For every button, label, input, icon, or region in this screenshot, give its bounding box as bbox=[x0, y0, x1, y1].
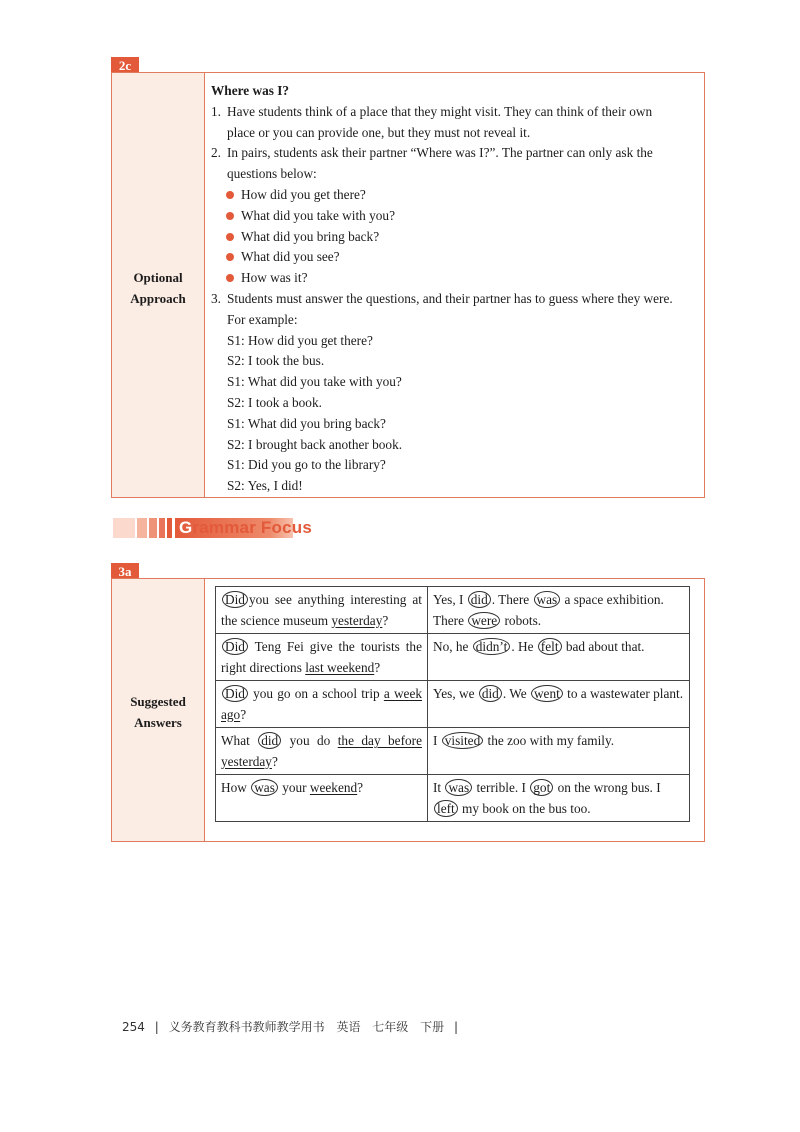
grammar-focus-banner bbox=[113, 516, 343, 540]
time-expression: a week ago bbox=[221, 686, 422, 722]
volume: 下册 bbox=[420, 1020, 445, 1034]
answer-cell: No, he didn’t . He felt bad about that. bbox=[428, 634, 690, 681]
step-number: 1. bbox=[211, 103, 221, 119]
circled-word: felt bbox=[538, 638, 562, 655]
side-column bbox=[112, 579, 205, 841]
dialogue-line: S2: I took a book. bbox=[227, 394, 322, 410]
book-title: 义务教育教科书教师教学用书 bbox=[168, 1020, 325, 1034]
banner-stripe bbox=[113, 518, 135, 538]
circled-word: Did bbox=[222, 638, 248, 655]
banner-stripe bbox=[159, 518, 165, 538]
answer-cell: Yes, I did . There was a space exhibition. There were robots. bbox=[428, 587, 690, 634]
grammar-table bbox=[215, 586, 690, 822]
footer-separator: | bbox=[453, 1020, 459, 1034]
dialogue-line: S2: I brought back another book. bbox=[227, 436, 403, 452]
circled-word: went bbox=[531, 685, 563, 702]
question-cell: Did you go on a school trip a week ago? bbox=[216, 681, 428, 728]
bullet-dot-icon bbox=[226, 233, 234, 241]
circled-word: was bbox=[445, 779, 472, 796]
circled-word: Did bbox=[222, 591, 248, 608]
bullet-dot-icon bbox=[226, 191, 234, 199]
section-tag-2c: 2c bbox=[111, 57, 139, 75]
circled-word: was bbox=[251, 779, 278, 796]
side-label-approach: Approach bbox=[130, 291, 186, 306]
bullet-item: What did you see? bbox=[211, 247, 696, 268]
approach-content bbox=[211, 81, 696, 497]
dialogue-line: S1: What did you take with you? bbox=[227, 374, 402, 390]
table-row bbox=[216, 775, 690, 822]
step-text: Students must answer the questions, and their partner has to guess where they were. bbox=[227, 290, 673, 306]
optional-approach-box bbox=[111, 72, 705, 498]
banner-stripe bbox=[137, 518, 147, 538]
step-text: Have students think of a place that they might visit. They can think of their own bbox=[227, 103, 653, 119]
circled-word: got bbox=[530, 779, 553, 796]
question-cell: How was your weekend? bbox=[216, 775, 428, 822]
table-row bbox=[216, 634, 690, 681]
question-cell: Did Teng Fei give the tourists the right directions last weekend? bbox=[216, 634, 428, 681]
circled-word: Did bbox=[222, 685, 248, 702]
dialogue-line: S1: Did you go to the library? bbox=[227, 457, 386, 473]
time-expression: last weekend bbox=[305, 659, 375, 675]
side-label-suggested: Suggested bbox=[130, 694, 186, 709]
banner-stripe bbox=[167, 518, 172, 538]
footer-separator: | bbox=[154, 1020, 159, 1034]
step-text: place or you can provide one, but they must not reveal it. bbox=[227, 124, 531, 140]
time-expression: the day before yesterday bbox=[221, 733, 422, 769]
step-text: questions below: bbox=[227, 166, 317, 182]
circled-word: visited bbox=[442, 732, 483, 749]
dialogue-line: S1: What did you bring back? bbox=[227, 415, 386, 431]
circled-word: were bbox=[468, 612, 500, 629]
table-row bbox=[216, 587, 690, 634]
step-text: In pairs, students ask their partner “Where was I?”. The partner can only ask the bbox=[227, 145, 653, 161]
step-number: 2. bbox=[211, 145, 221, 161]
table-row bbox=[216, 728, 690, 775]
side-label-answers: Answers bbox=[134, 715, 182, 730]
step-2 bbox=[211, 143, 696, 185]
table-row bbox=[216, 681, 690, 728]
dialogue-line: S1: How did you get there? bbox=[227, 332, 373, 348]
time-expression: yesterday bbox=[331, 612, 383, 628]
bullet-item: How did you get there? bbox=[211, 185, 696, 206]
heading: Where was I? bbox=[211, 83, 290, 98]
circled-word: did bbox=[479, 685, 502, 702]
circled-word: didn’t bbox=[473, 638, 511, 655]
side-label-optional: Optional bbox=[133, 270, 183, 285]
bullet-dot-icon bbox=[226, 212, 234, 220]
suggested-answers-box bbox=[111, 578, 705, 842]
bullet-item: What did you take with you? bbox=[211, 206, 696, 227]
step-number: 3. bbox=[211, 290, 221, 306]
circled-word: was bbox=[534, 591, 561, 608]
bullet-dot-icon bbox=[226, 274, 234, 282]
answer-cell: Yes, we did . We went to a wastewater plant. bbox=[428, 681, 690, 728]
bullet-dot-icon bbox=[226, 253, 234, 261]
side-column bbox=[112, 73, 205, 497]
answer-cell: I visited the zoo with my family. bbox=[428, 728, 690, 775]
page-number: 254 bbox=[122, 1020, 145, 1034]
banner-stripe bbox=[149, 518, 157, 538]
example-label: For example: bbox=[227, 311, 298, 327]
circled-word: did bbox=[468, 591, 491, 608]
answer-cell: It was terrible. I got on the wrong bus. I left my book on the bus too. bbox=[428, 775, 690, 822]
dialogue-line: S2: I took the bus. bbox=[227, 353, 325, 369]
time-expression: weekend bbox=[309, 780, 358, 795]
circled-word: left bbox=[434, 800, 458, 817]
question-cell: What did you do the day before yesterday? bbox=[216, 728, 428, 775]
step-3 bbox=[211, 289, 696, 310]
question-cell: Did you see anything interesting at the science museum yesterday? bbox=[216, 587, 428, 634]
page-footer bbox=[122, 1018, 458, 1035]
circled-word: did bbox=[258, 732, 281, 749]
grammar-focus-title: Grammar Focus bbox=[179, 518, 312, 537]
step-1 bbox=[211, 102, 696, 144]
bullet-item: What did you bring back? bbox=[211, 227, 696, 248]
section-tag-3a: 3a bbox=[111, 563, 139, 581]
subject: 英语 bbox=[336, 1020, 361, 1034]
bullet-item: How was it? bbox=[211, 268, 696, 289]
dialogue-line: S2: Yes, I did! bbox=[227, 478, 303, 494]
grade: 七年级 bbox=[372, 1020, 409, 1034]
